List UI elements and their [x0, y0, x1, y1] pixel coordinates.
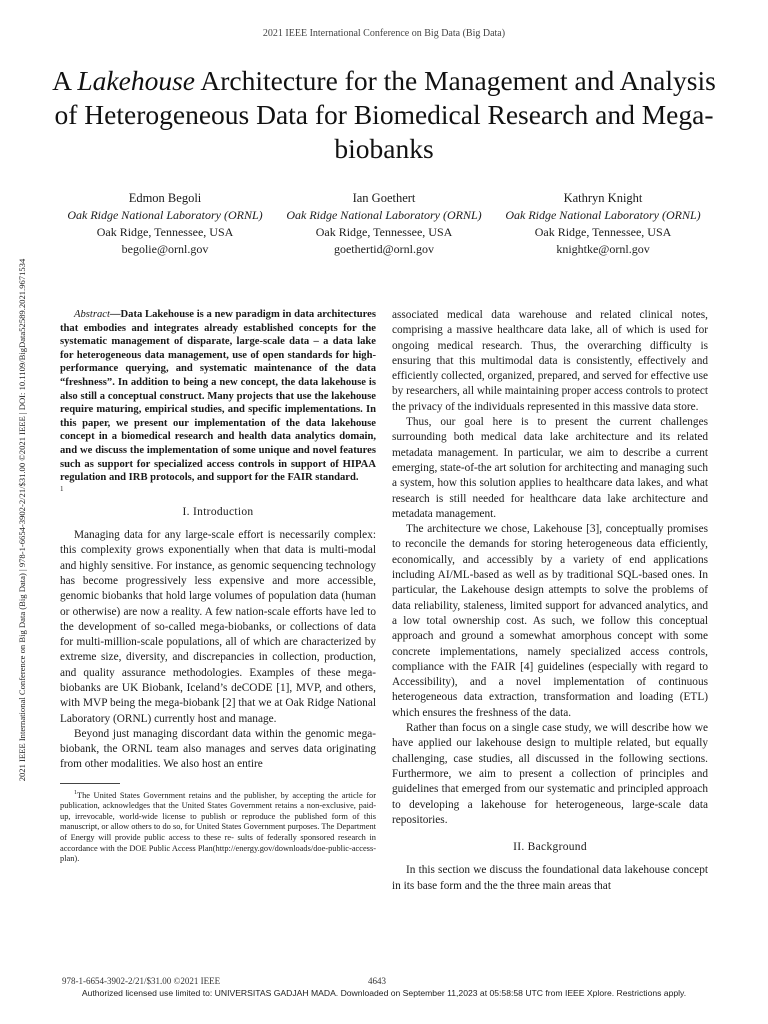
left-column: [60, 308, 376, 865]
conference-header: 2021 IEEE International Conference on Big Data (Big Data): [262, 28, 506, 39]
footnote-divider: [60, 783, 120, 784]
title-emphasis: Lakehouse: [77, 65, 196, 96]
author-location: Oak Ridge, Tennessee, USA: [315, 225, 453, 239]
page-number: 4643: [368, 976, 386, 986]
body-paragraph: associated medical data warehouse and related clinical notes, comprising a massive healthcare data lake, all of which is used for ongoing medical research. Thus, the overarching difficulty is ensuring that this multimodal data is consistently, effectively and efficiently collected, organized, prepared, and served for effective use by researchers, all while maintaining proper access controls to protect the privacy of the individuals represented in this massive data store.: [392, 309, 708, 413]
footnote-text: The United States Government retains and the publisher, by accepting the article for publication, acknowledges that the United States Government retains a non-exclusive, paid- up, irrevocable, world-wide license to publish or reproduce the published form of this manuscript, or allow others to do so, for United States Government purposes. The Department of Energy will provide public access to these re- sults of federally sponsored research in accordance with the DOE Public Access Plan(http://energy.gov/downloads/doe-public-access-plan).: [60, 790, 376, 864]
side-doi-strip: 2021 IEEE International Conference on Big Data (Big Data) | 978-1-6654-3902-2/21/$31.00 ©2021 IEEE | DOI: 10.1109/BigData52589.2021.9671534: [17, 258, 27, 782]
author-affiliation: Oak Ridge National Laboratory (ORNL): [67, 208, 263, 222]
section-heading-introduction: I. Introduction: [182, 505, 254, 518]
background-paragraph: In this section we discuss the foundational data lakehouse concept in its base form and the the three main areas that: [392, 864, 708, 892]
author-affiliation: Oak Ridge National Laboratory (ORNL): [505, 208, 701, 222]
title-rest: Architecture for the Management and Analysis of Heterogeneous Data for Biomedical Research and Mega-biobanks: [54, 65, 716, 164]
abstract-footnote-mark: 1: [60, 484, 64, 493]
author-location: Oak Ridge, Tennessee, USA: [96, 225, 234, 239]
abstract-lead: Abstract: [74, 309, 110, 320]
intro-paragraph: Managing data for any large-scale effort is necessarily complex: this complexity grows exponentially when that data is multi-modal and highly sensitive. For instance, as genomic sequencing technology has become progressively less expensive and more accessible, genomic biobanks that hold large volumes of population data (human or otherwise) are now a reality. A few nation-scale efforts have led to the development of so-called mega-biobanks, or collections of data for multi-million-scale populations, all of which are characterized by extreme size, diversity, and discrepancies in collection, production, and quality assurance methodologies. Examples of these mega-biobanks are UK Biobank, Iceland’s deCODE [1], MVP, and others, with MVP being the mega-biobank [2] that we at Oak Ridge National Laboratory (ORNL) currently host and manage.: [60, 529, 376, 725]
footnote: [60, 788, 376, 865]
paper-title: [40, 64, 728, 166]
body-paragraph: Thus, our goal here is to present the current challenges surrounding both medical data lake architecture and its related metadata management. In particular, we aim to describe a current emerging, state-of-the art solution for architecting and managing such a system, how this solution applies to healthcare data lakes, and what research is still needed for healthcare data lake architecture and metadata management.: [392, 416, 708, 520]
license-notice: Authorized licensed use limited to: UNIVERSITAS GADJAH MADA. Downloaded on September 11,2023 at 05:58:58 UTC from IEEE Xplore. Restrictions apply.: [81, 988, 687, 998]
body-paragraph: Rather than focus on a single case study, we will describe how we have applied our lakehouse design to multiple related, but equally challenging, case studies, all discussed in the following sections. Furthermore, we aim to present a collection of principles and guidelines that emerged from our systematic and principled approach to developing a lakehouse for heterogeneous, large-scale data repositories.: [392, 722, 708, 826]
author-name: Kathryn Knight: [563, 191, 643, 205]
body-paragraph: The architecture we chose, Lakehouse [3], conceptually promises to reconcile the demands for storing heterogeneous data efficiently, economically, and accessibly by a variety of end applications including AI/ML-based as well as by traditional SQL-based ones. In particular, the Lakehouse design attempts to solve the problems of data reliability, staleness, limited support for advanced analytics, and a low total ownership cost. As such, we follow this conceptual approach and ground a somewhat amorphous concept with some concrete implementations, namely specialized access controls, compliance with the FAIR [4] guidelines (especially with regard to Accessibility), and a novel implementation of continuous heterogeneous data extraction, transformation and loading (ETL) which ensures the freshness of the data.: [392, 523, 708, 719]
abstract-body: —Data Lakehouse is a new paradigm in data architectures that embodies and integrates already established concepts for the systematic management of disparate, large-scale data – a data lake for heterogeneous data management, use of open standards for high-performance querying, and systematic maintenance of the data “freshness”. In addition to being a new concept, the data lakehouse is also still a conceptual construct. Many projects that use the lakehouse require maturing, empirical studies, and specific implementations. In this paper, we present our implementation of the data lakehouse concept in a biomedical research and health data analytics domain, and we discuss the implementation of some unique and novel features such as support for specialized access controls in support of HIPAA regulation and IRB protocols, and support for the FAIR standard.: [60, 309, 376, 484]
author-affiliation: Oak Ridge National Laboratory (ORNL): [286, 208, 482, 222]
author-email: begolie@ornl.gov: [121, 242, 209, 256]
author-block: [58, 190, 710, 258]
author-name: Ian Goethert: [352, 191, 416, 205]
footnote-mark: 1: [74, 789, 77, 796]
author-1: [58, 190, 272, 258]
author-name: Edmon Begoli: [128, 191, 202, 205]
author-2: [277, 190, 491, 258]
right-column: [392, 308, 708, 894]
title-pre: A: [52, 65, 78, 96]
section-heading-background: II. Background: [513, 841, 587, 854]
intro-paragraph: Beyond just managing discordant data within the genomic mega-biobank, the ORNL team also manages and serves data originating from other modalities. We also host an entire: [60, 727, 376, 771]
author-location: Oak Ridge, Tennessee, USA: [534, 225, 672, 239]
abstract: [60, 308, 376, 485]
author-email: goethertid@ornl.gov: [333, 242, 435, 256]
author-email: knightke@ornl.gov: [556, 242, 650, 256]
isbn-line: 978-1-6654-3902-2/21/$31.00 ©2021 IEEE: [62, 976, 221, 986]
author-3: [496, 190, 710, 258]
